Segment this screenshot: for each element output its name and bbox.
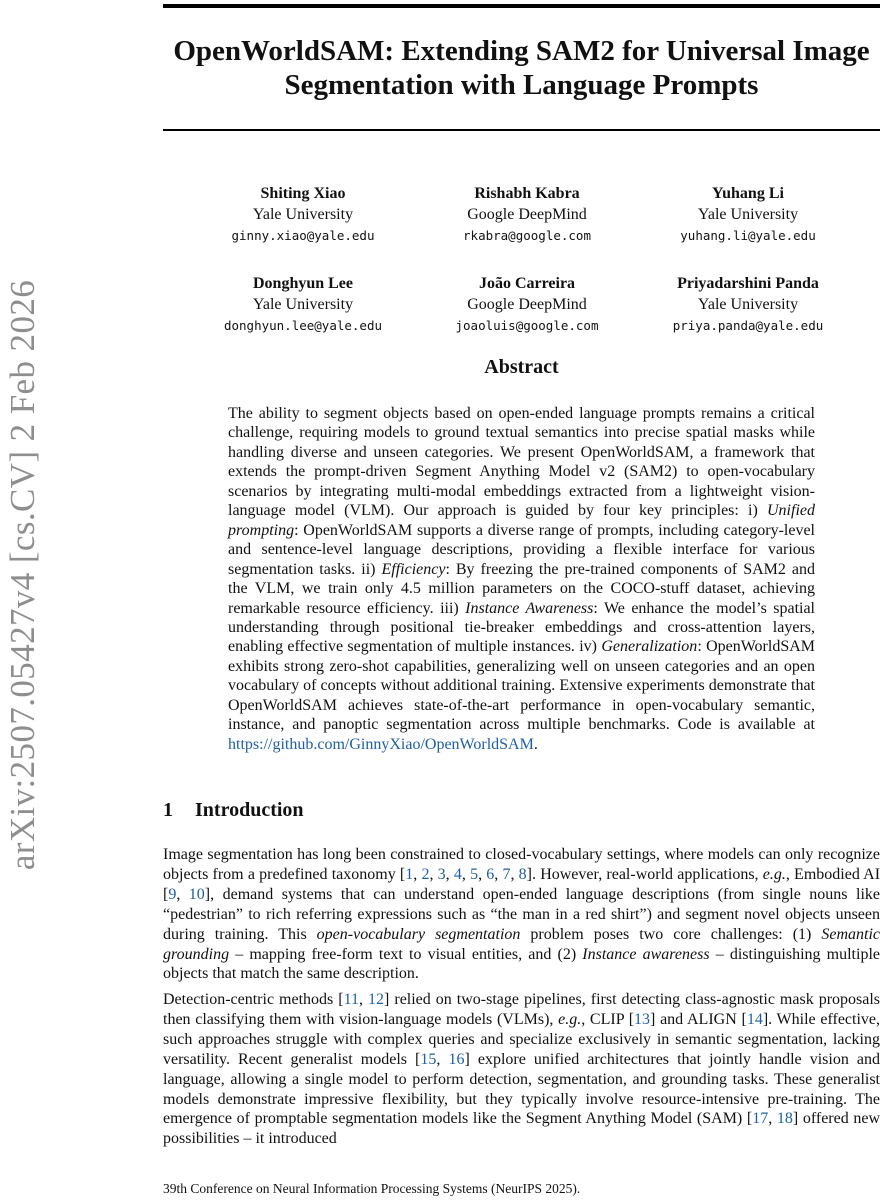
citation-link[interactable]: 3 (437, 865, 446, 883)
title-top-rule (163, 4, 880, 8)
intro-paragraph-2: Detection-centric methods [11, 12] relied on two-stage pipelines, first detecting class-agnostic mask proposals then classifying them with vision-language models (VLMs), e.g., CLIP [13] and ALIGN [14]. While effective, such approaches struggle with complex queries and specialize exclusively in semantic segmentation, lacking versatility. Recent generalist models [15, 16] explore unified architectures that jointly handle vision and language, allowing a single model to perform detection, segmentation, and grounding tasks. These generalist models demonstrate impressive flexibility, but they typically involve resource-intensive pre-training. The emergence of promptable segmentation models like the Segment Anything Model (SAM) [17, 18] offered new possibilities – it introduced (163, 991, 881, 1148)
citation-link[interactable]: 12 (368, 991, 385, 1008)
author-name: Priyadarshini Panda (677, 275, 819, 292)
citation-link[interactable]: 9 (168, 885, 177, 903)
term-generalization: Generalization (601, 638, 698, 656)
author-affiliation: Yale University (697, 296, 799, 313)
citation-link[interactable]: 11 (343, 991, 360, 1008)
author-affiliation: Yale University (252, 296, 354, 313)
author-block (407, 183, 647, 246)
author-block (628, 183, 868, 246)
abstract-body: The ability to segment objects based on open-ended language prompts remains a critical challenge, requiring models to ground textual semantics into precise spatial masks while handling diverse and unseen categories. We present OpenWorldSAM, a framework that extends the prompt-driven Segment Anything Model v2 (SAM2) to open-vocabulary scenarios by integrating multi-modal embeddings extracted from a lightweight vision-language model (VLM). Our approach is guided by four key principles: i) Unified prompting: OpenWorldSAM supports a diverse range of prompts, including category-level and sentence-level language descriptions, providing a flexible interface for various segmentation tasks. ii) Efficiency: By freezing the pre-trained components of SAM2 and the VLM, we train only 4.5 million parameters on the COCO-stuff dataset, achieving remarkable resource efficiency. iii) Instance Awareness: We enhance the model’s spatial understanding through positional tie-breaker embeddings and cross-attention layers, enabling effective segmentation of multiple instances. iv) Generalization: OpenWorldSAM exhibits strong zero-shot capabilities, generalizing well on unseen categories and an open vocabulary of concepts without additional training. Extensive experiments demonstrate that OpenWorldSAM achieves state-of-the-art performance in open-vocabulary semantic, instance, and panoptic segmentation across multiple benchmarks. Code is available at https://github.com/GinnyXiao/OpenWorldSAM. (228, 405, 816, 753)
author-email: rkabra@google.com (463, 228, 591, 243)
citation-link[interactable]: 6 (486, 865, 495, 883)
author-affiliation: Yale University (697, 206, 799, 223)
abstract-heading: Abstract (484, 356, 559, 378)
author-name: Yuhang Li (712, 185, 784, 202)
arxiv-side-stamp (4, 265, 42, 885)
citation-link[interactable]: 10 (188, 885, 205, 903)
citation-link[interactable]: 13 (634, 1010, 651, 1028)
code-repository-link[interactable]: https://github.com/GinnyXiao/OpenWorldSAM (228, 735, 534, 753)
citation-link[interactable]: 16 (448, 1050, 465, 1068)
section-number: 1 (163, 799, 173, 821)
citation-link[interactable]: 1 (405, 865, 414, 883)
term-unified-prompting: Unified prompting (228, 502, 815, 539)
citation-link[interactable]: 7 (502, 865, 511, 883)
author-block (183, 183, 423, 246)
citation-link[interactable]: 4 (453, 865, 462, 883)
author-block (407, 273, 647, 336)
author-affiliation: Yale University (252, 206, 354, 223)
author-affiliation: Google DeepMind (467, 206, 587, 223)
author-block (183, 273, 423, 336)
conference-footer: 39th Conference on Neural Information Processing Systems (NeurIPS 2025). (163, 1181, 581, 1196)
term-instance-awareness: Instance Awareness (465, 599, 594, 617)
citation-link[interactable]: 5 (470, 865, 479, 883)
author-email: yuhang.li@yale.edu (680, 228, 816, 243)
author-email: donghyun.lee@yale.edu (223, 318, 383, 333)
section-heading-introduction (163, 797, 304, 823)
author-email: joaoluis@google.com (455, 318, 599, 333)
citation-link[interactable]: 17 (752, 1110, 769, 1128)
citation-link[interactable]: 14 (746, 1010, 763, 1028)
author-name: Rishabh Kabra (474, 185, 580, 202)
term-efficiency: Efficiency (381, 560, 446, 578)
paper-title: OpenWorldSAM: Extending SAM2 for Universal Image Segmentation with Language Prompts (173, 35, 870, 101)
title-bottom-rule (163, 129, 880, 131)
citation-link[interactable]: 8 (518, 865, 527, 883)
author-name: João Carreira (478, 275, 576, 292)
intro-paragraph-1: Image segmentation has long been constrained to closed-vocabulary settings, where models can only recognize objects from a predefined taxonomy [1, 2, 3, 4, 5, 6, 7, 8]. However, real-world applications, e.g., Embodied AI [9, 10], demand systems that can understand open-ended language descriptions (from single nouns like “pedestrian” to rich referring expressions such as “the man in a red shirt”) and segment novel objects unseen during training. This open-vocabulary segmentation problem poses two core challenges: (1) Semantic grounding – mapping free-form text to visual entities, and (2) Instance awareness – distinguishing multiple objects that match the same description. (163, 846, 881, 983)
citation-link[interactable]: 18 (776, 1110, 793, 1128)
author-affiliation: Google DeepMind (467, 296, 587, 313)
author-email: ginny.xiao@yale.edu (231, 228, 375, 243)
author-email: priya.panda@yale.edu (672, 318, 824, 333)
author-block (628, 273, 868, 336)
author-name: Shiting Xiao (260, 185, 346, 202)
citation-link[interactable]: 2 (421, 865, 430, 883)
citation-link[interactable]: 15 (420, 1050, 437, 1068)
arxiv-identifier: arXiv:2507.05427v4 [cs.CV] 2 Feb 2026 (3, 279, 42, 871)
section-title: Introduction (195, 799, 304, 821)
author-name: Donghyun Lee (252, 275, 354, 292)
